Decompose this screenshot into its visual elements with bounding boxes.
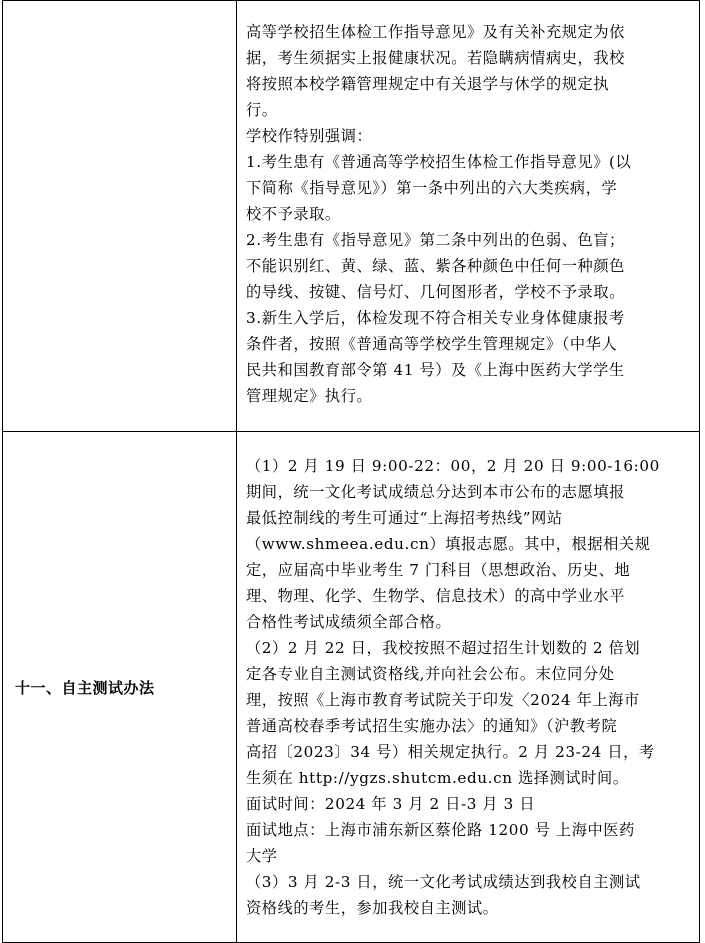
text-line: （3）3 月 2-3 日，统一文化考试成绩达到我校自主测试 xyxy=(246,873,641,891)
text-line: 普通高校春季考试招生实施办法〉的通知》（沪教考院 xyxy=(246,717,618,735)
text-line: 高招〔2023〕34 号）相关规定执行。2 月 23-24 日，考 xyxy=(246,743,655,761)
text-line: 条件者，按照《普通高等学校学生管理规定》（中华人 xyxy=(246,335,618,353)
text-line: （2）2 月 22 日，我校按照不超过招生计划数的 2 倍划 xyxy=(246,639,641,657)
text-line: 最低控制线的考生可通过“上海招考热线”网站 xyxy=(246,509,563,527)
table-row xyxy=(3,432,700,943)
text-line: 定，应届高中毕业考生 7 门科目（思想政治、历史、地 xyxy=(246,561,631,579)
text-line: 据，考生须据实上报健康状况。若隐瞒病情病史，我校 xyxy=(246,49,625,67)
text-line: 3.新生入学后，体检发现不符合相关专业身体健康报考 xyxy=(246,309,625,327)
text-line: 学校作特别强调： xyxy=(246,127,373,145)
text-line: 管理规定》执行。 xyxy=(246,387,373,405)
text-line: 理、物理、化学、生物学、信息技术）的高中学业水平 xyxy=(246,587,625,605)
text-line: 面试时间：2024 年 3 月 2 日-3 月 3 日 xyxy=(246,795,536,813)
text-line: 下简称《指导意见》）第一条中列出的六大类疾病，学 xyxy=(246,179,618,197)
text-line: 大学 xyxy=(246,847,278,865)
health-requirements-cell xyxy=(237,1,700,432)
row-label: 十一、自主测试办法 xyxy=(15,678,155,697)
text-line: 理，按照《上海市教育考试院关于印发〈2024 年上海市 xyxy=(246,691,640,709)
text-line: 期间，统一文化考试成绩总分达到本市公布的志愿填报 xyxy=(246,483,625,501)
self-test-method-cell xyxy=(237,432,700,943)
row-label-cell xyxy=(3,1,237,432)
text-line: 校不予录取。 xyxy=(246,205,341,223)
text-line: （1）2 月 19 日 9:00-22：00，2 月 20 日 9:00-16:00 xyxy=(246,457,660,475)
text-line: 1.考生患有《普通高等学校招生体检工作指导意见》(以 xyxy=(246,153,632,171)
row-label-cell xyxy=(3,432,237,943)
admission-table xyxy=(2,0,700,943)
text-line: 的导线、按键、信号灯、几何图形者，学校不予录取。 xyxy=(246,283,625,301)
text-line: 民共和国教育部令第 41 号）及《上海中医药大学学生 xyxy=(246,361,625,379)
text-line: 生须在 http://ygzs.shutcm.edu.cn 选择测试时间。 xyxy=(246,769,629,787)
text-line: 不能识别红、黄、绿、蓝、紫各种颜色中任何一种颜色 xyxy=(246,257,625,275)
text-line: 面试地点：上海市浦东新区蔡伦路 1200 号 上海中医药 xyxy=(246,821,635,839)
text-line: 2.考生患有《指导意见》第二条中列出的色弱、色盲； xyxy=(246,231,625,249)
text-line: 定各专业自主测试资格线,并向社会公布。末位同分处 xyxy=(246,665,615,683)
text-line: 将按照本校学籍管理规定中有关退学与休学的规定执 xyxy=(246,75,610,93)
text-line: （www.shmeea.edu.cn）填报志愿。其中，根据相关规 xyxy=(246,535,651,553)
text-line: 高等学校招生体检工作指导意见》及有关补充规定为依 xyxy=(246,23,625,41)
text-line: 资格线的考生，参加我校自主测试。 xyxy=(246,899,499,917)
text-line: 合格性考试成绩须全部合格。 xyxy=(246,613,452,631)
text-line: 行。 xyxy=(246,101,278,119)
table-row xyxy=(3,1,700,432)
